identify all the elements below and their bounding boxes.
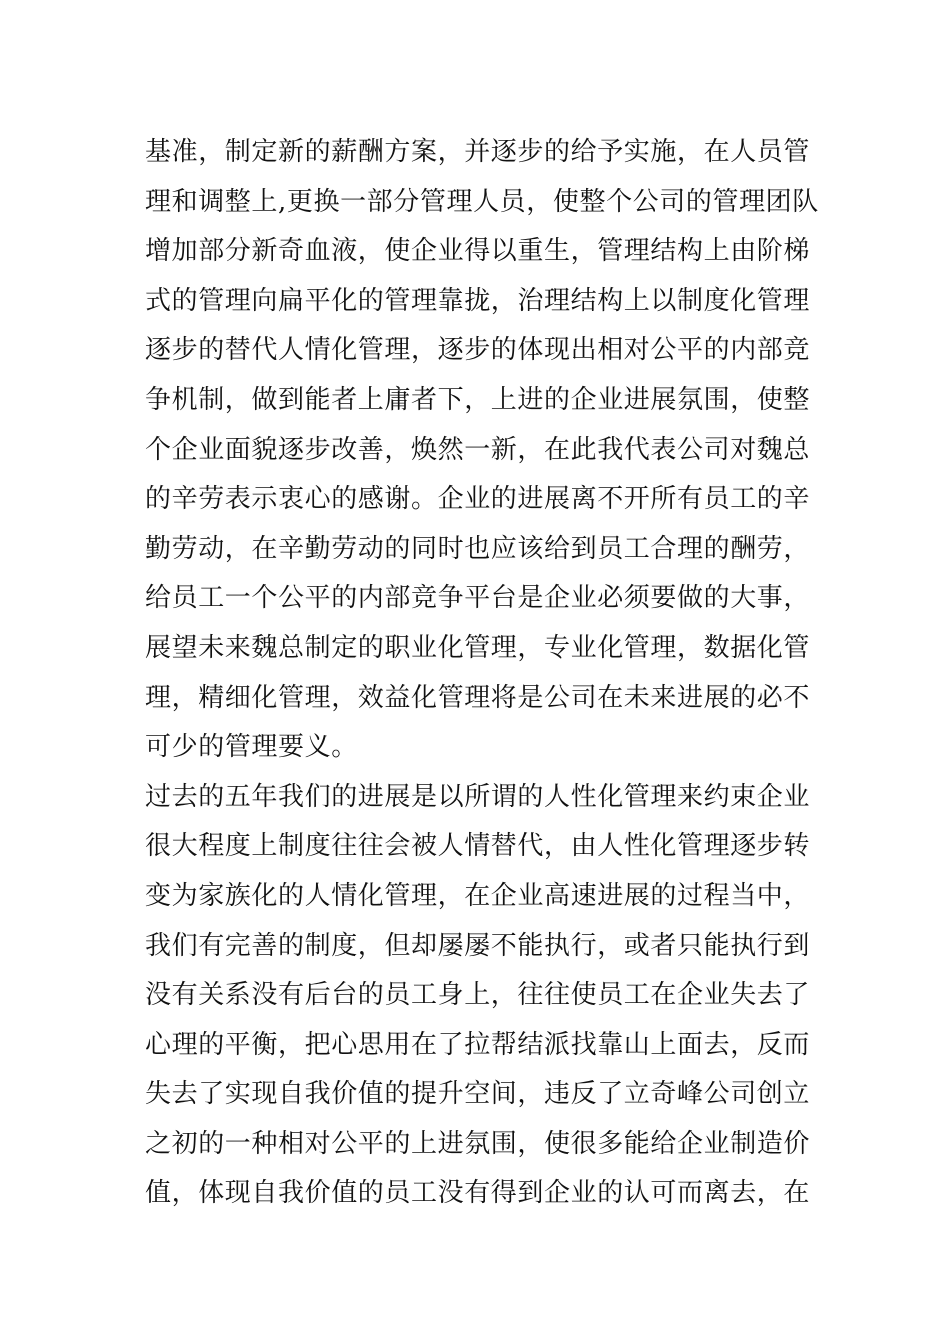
text-line: 可少的管理要义。	[145, 732, 358, 763]
text-line: 逐步的替代人情化管理，逐步的体现出相对公平的内部竞	[145, 335, 811, 366]
text-line: 展望未来魏总制定的职业化管理，专业化管理，数据化管	[145, 632, 811, 663]
text-line: 的辛劳表示衷心的感谢。企业的进展离不开所有员工的辛	[145, 484, 811, 515]
text-line: 没有关系没有后台的员工身上，往往使员工在企业失去了	[145, 980, 811, 1011]
text-line: 勤劳动，在辛勤劳动的同时也应该给到员工合理的酬劳，	[145, 533, 811, 564]
text-line: 个企业面貌逐步改善，焕然一新，在此我代表公司对魏总	[145, 434, 811, 465]
text-line: 过去的五年我们的进展是以所谓的人性化管理来约束企业	[145, 781, 811, 812]
text-line: 变为家族化的人情化管理，在企业高速进展的过程当中，	[145, 880, 811, 911]
text-line: 增加部分新奇血液，使企业得以重生，管理结构上由阶梯	[145, 236, 811, 267]
text-line: 值，体现自我价值的员工没有得到企业的认可而离去，在	[145, 1178, 811, 1209]
paragraph-2	[145, 773, 815, 1219]
text-line: 很大程度上制度往往会被人情替代，由人性化管理逐步转	[145, 831, 811, 862]
paragraph-1	[145, 128, 819, 773]
text-line: 理，精细化管理，效益化管理将是公司在未来进展的必不	[145, 682, 811, 713]
text-line: 给员工一个公平的内部竞争平台是企业必须要做的大事，	[145, 583, 811, 614]
body-text	[145, 128, 819, 1219]
text-line: 基准，制定新的薪酬方案，并逐步的给予实施，在人员管	[145, 137, 811, 167]
text-line: 之初的一种相对公平的上进氛围，使很多能给企业制造价	[145, 1128, 811, 1159]
text-line: 争机制，做到能者上庸者下，上进的企业进展氛围，使整	[145, 384, 811, 415]
text-line: 式的管理向扁平化的管理靠拢，治理结构上以制度化管理	[145, 285, 811, 316]
text-line: 理和调整上,更换一部分管理人员，使整个公司的管理团队	[145, 186, 819, 217]
text-line: 失去了实现自我价值的提升空间，违反了立奇峰公司创立	[145, 1079, 811, 1110]
text-line: 心理的平衡，把心思用在了拉帮结派找靠山上面去，反而	[145, 1029, 811, 1060]
text-line: 我们有完善的制度，但却屡屡不能执行，或者只能执行到	[145, 930, 811, 961]
